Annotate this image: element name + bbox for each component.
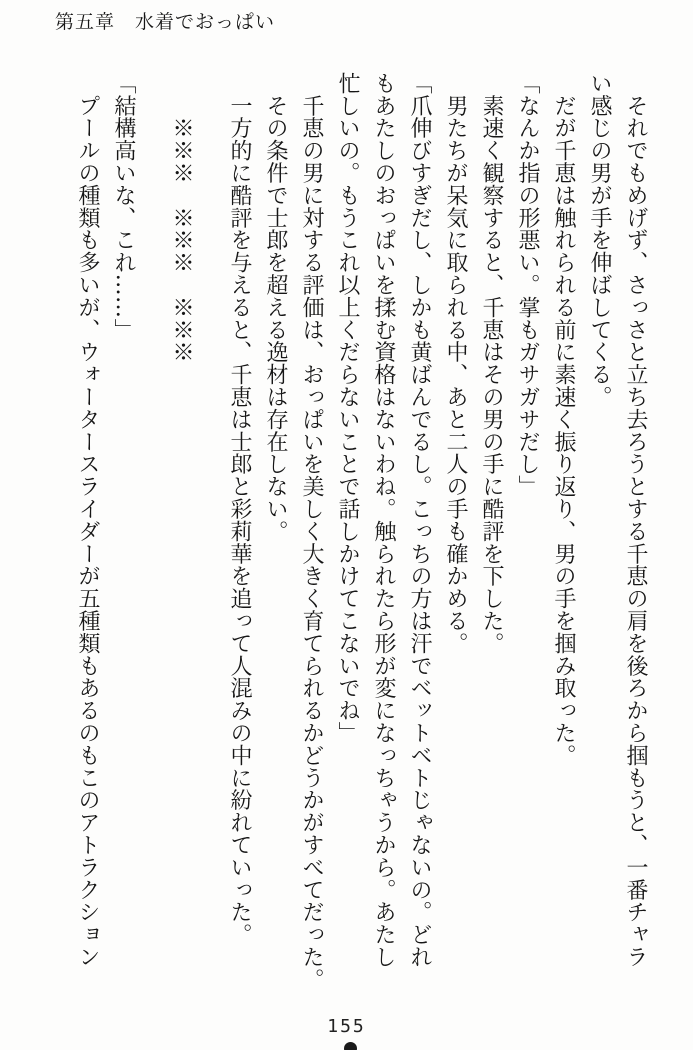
text-line: その条件で士郎を超える逸材は存在しない。 (263, 72, 288, 543)
dialogue-line: 「爪伸びすぎだし、しかも黄ばんでるし。こっちの方は汗でベットベトじゃないの。どれ (407, 72, 432, 968)
dialogue-line: 忙しいの。もうこれ以上くだらないことで話しかけてこないでね」 (335, 72, 360, 744)
text-line: い感じの男が手を伸ばしてくる。 (587, 72, 612, 408)
text-line: 男たちが呆気に取られる中、あと二人の手も確かめる。 (443, 72, 468, 655)
text-line: プールの種類も多いが、ウォータースライダーが五種類もあるのもこのアトラクション (75, 72, 100, 968)
dialogue-line: 「結構高いな、これ……」 (111, 72, 136, 341)
text-line: それでもめげず、さっさと立ち去ろうとする千恵の肩を後ろから掴もうと、一番チャラ (623, 72, 648, 968)
scene-break-separator: ※※※ ※※※ ※※※ (169, 72, 194, 364)
chapter-header: 第五章 水着でおっぱい (55, 11, 276, 33)
page-number: 155 (327, 1016, 366, 1037)
scan-artifact-dot (344, 1042, 357, 1050)
dialogue-line: 「なんか指の形悪い。掌もガサガサだし」 (515, 72, 540, 498)
dialogue-line: もあたしのおっぱいを揉む資格はないわね。触られたら形が変になっちゃうから。あたし (371, 72, 396, 968)
text-line: 素速く観察すると、千恵はその男の手に酷評を下した。 (479, 72, 504, 655)
text-block (69, 72, 653, 1022)
text-line: だが千恵は触れられる前に素速く振り返り、男の手を掴み取った。 (551, 72, 576, 767)
text-line: 一方的に酷評を与えると、千恵は士郎と彩莉華を追って人混みの中に紛れていった。 (227, 72, 252, 946)
text-line: 千恵の男に対する評価は、おっぱいを美しく大きく育てられるかどうかがすべてだった。 (299, 72, 324, 991)
